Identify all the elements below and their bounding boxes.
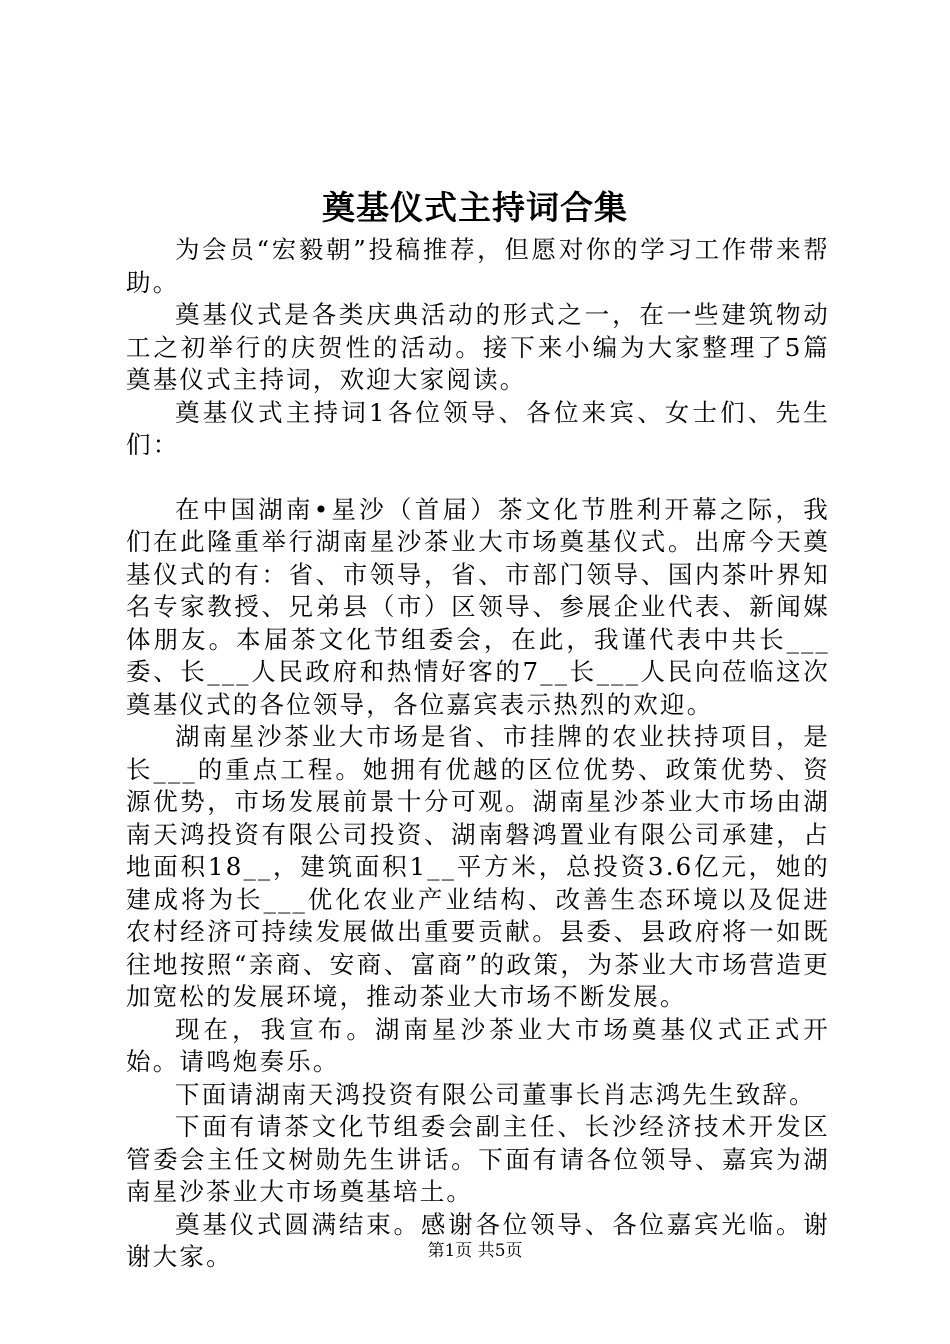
document-body	[126, 234, 830, 1274]
paragraph-description: 奠基仪式是各类庆典活动的形式之一，在一些建筑物动工之初举行的庆贺性的活动。接下来小编为大家整理了5篇奠基仪式主持词，欢迎大家阅读。	[126, 300, 830, 394]
paragraph-market-intro: 湖南星沙茶业大市场是省、市挂牌的农业扶持项目，是长___的重点工程。她拥有优越的区位优势、政策优势、资源优势，市场发展前景十分可观。湖南星沙茶业大市场由湖南天鸿投资有限公司投资、湖南磐鸿置业有限公司承建，占地面积18__，建筑面积1__平方米，总投资3.6亿元，她的建成将为长___优化农业产业结构、改善生态环境以及促进农村经济可持续发展做出重要贡献。县委、县政府将一如既往地按照“亲商、安商、富商”的政策，为茶业大市场营造更加宽松的发展环境，推动茶业大市场不断发展。	[126, 722, 830, 1011]
document-title: 奠基仪式主持词合集	[322, 188, 628, 227]
paragraph-chairman-speech: 下面请湖南天鸿投资有限公司董事长肖志鸿先生致辞。	[175, 1079, 816, 1109]
page-number-footer: 第1页 共5页	[427, 1241, 523, 1261]
paragraph-closing: 奠基仪式圆满结束。感谢各位领导、各位嘉宾光临。谢谢大家。	[126, 1209, 830, 1271]
paragraph-director-speech: 下面有请茶文化节组委会副主任、长沙经济技术开发区管委会主任文树勋先生讲话。下面有请各位领导、嘉宾为湖南星沙茶业大市场奠基培土。	[126, 1112, 830, 1206]
paragraph-announcement: 现在，我宣布。湖南星沙茶业大市场奠基仪式正式开始。请鸣炮奏乐。	[126, 1014, 830, 1076]
paragraph-intro: 为会员“宏毅朝”投稿推荐，但愿对你的学习工作带来帮助。	[126, 235, 830, 297]
paragraph-greeting: 奠基仪式主持词1各位领导、各位来宾、女士们、先生们：	[126, 397, 830, 459]
paragraph-welcome: 在中国湖南•星沙（首届）茶文化节胜利开幕之际，我们在此隆重举行湖南星沙茶业大市场奠基仪式。出席今天奠基仪式的有：省、市领导，省、市部门领导、国内茶叶界知名专家教授、兄弟县（市）区领导、参展企业代表、新闻媒体朋友。本届茶文化节组委会，在此，我谨代表中共长___委、长___人民政府和热情好客的7__长___人民向莅临这次奠基仪式的各位领导，各位嘉宾表示热烈的欢迎。	[126, 494, 830, 719]
